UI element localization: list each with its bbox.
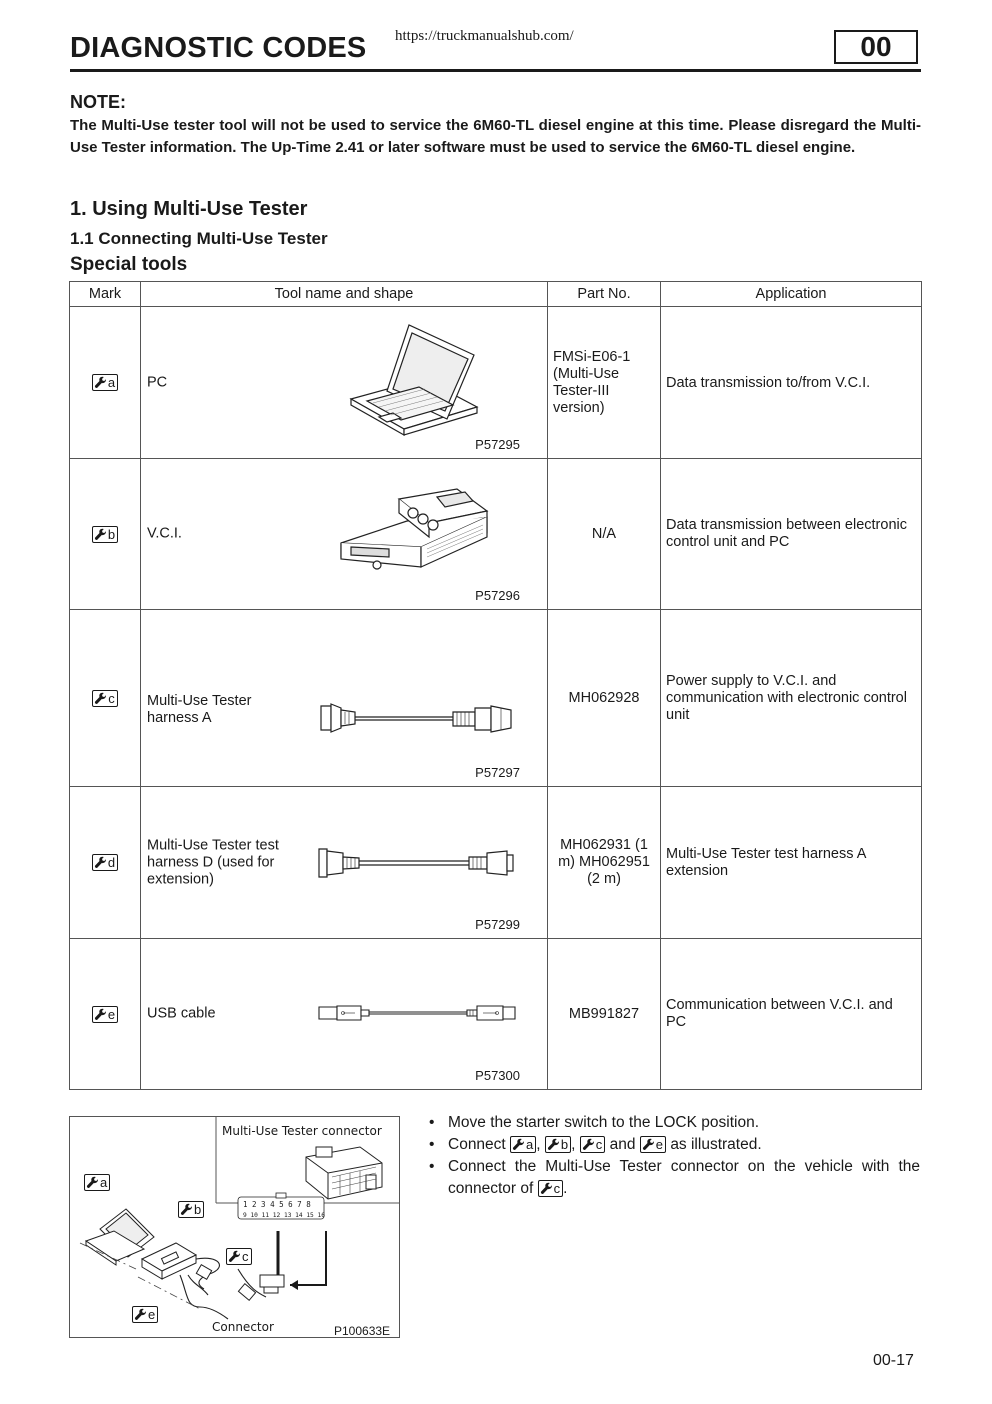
special-tools-heading: Special tools (70, 254, 188, 275)
tool-name: PC (147, 374, 168, 390)
wrench-icon (642, 1138, 654, 1151)
tool-mark-badge: d (92, 854, 118, 871)
wrench-icon (134, 1308, 146, 1321)
part-number-cell (548, 307, 661, 459)
tool-name-cell (141, 459, 548, 610)
part-number-cell (548, 787, 661, 939)
tool-mark-badge: c (580, 1136, 606, 1153)
figure-code: P57295 (475, 437, 520, 452)
connector-bottom-label: Connector (212, 1320, 274, 1334)
table-row (70, 307, 922, 459)
part-number: FMSi-E06-1 (Multi-Use Tester-III version) (553, 348, 631, 416)
pin-row-top: 1 2 3 4 5 6 7 8 (243, 1200, 311, 1209)
application-text: Multi-Use Tester test harness A extension (666, 845, 866, 879)
part-number: MB991827 (568, 1006, 640, 1022)
tool-mark-badge: a (92, 374, 118, 391)
wrench-icon (86, 1176, 98, 1189)
figure-code: P100633E (334, 1324, 391, 1337)
application-text: Power supply to V.C.I. and communication with electronic control unit (666, 672, 907, 723)
tool-mark-badge: e (92, 1006, 118, 1023)
tool-mark-badge: a (510, 1136, 536, 1153)
table-row (70, 610, 922, 787)
application-text: Data transmission between electronic control unit and PC (666, 517, 907, 550)
figure-code: P57296 (475, 588, 520, 603)
application-text: Communication between V.C.I. and PC (666, 997, 893, 1030)
tool-mark-badge: c (226, 1248, 252, 1265)
harness-cable-icon (319, 700, 515, 736)
connection-diagram-drawing (70, 1117, 399, 1337)
tool-name: USB cable (147, 1005, 216, 1022)
page-number: 00-17 (873, 1352, 914, 1369)
subsection-heading: 1.1 Connecting Multi-Use Tester (70, 229, 328, 248)
tool-name: Multi-Use Tester harness A (147, 693, 252, 726)
table-row (70, 939, 922, 1090)
tool-mark-badge: a (84, 1174, 110, 1191)
wrench-icon (94, 376, 106, 389)
wrench-icon (94, 856, 106, 869)
application-text: Data transmission to/from V.C.I. (666, 374, 871, 391)
list-item: • Connect the Multi-Use Tester connector on the vehicle with the connector of c . (428, 1156, 920, 1200)
table-row (70, 459, 922, 610)
mark-cell (70, 787, 141, 939)
laptop-icon (349, 321, 479, 439)
usb-cable-icon (317, 1001, 517, 1025)
tool-name-cell (141, 939, 548, 1090)
wrench-icon (540, 1182, 552, 1195)
wrench-icon (94, 528, 106, 541)
wrench-icon (547, 1138, 559, 1151)
part-number-cell (548, 459, 661, 610)
vci-device-icon (337, 487, 493, 583)
tool-name: Multi-Use Tester test harness D (used for extension) (147, 837, 279, 887)
table-header-row (70, 282, 922, 307)
header-part-no: Part No. (548, 282, 661, 307)
section-number-box: 00 (834, 30, 918, 64)
part-number: MH062928 (568, 690, 640, 706)
part-number: MH062931 (1 m) MH062951 (2 m) (558, 837, 650, 887)
tool-name-cell (141, 610, 548, 787)
mark-cell (70, 459, 141, 610)
mark-cell (70, 610, 141, 787)
tool-mark-badge: c (538, 1180, 564, 1197)
list-item: • Connect a , b , c and e as illustrated. (428, 1134, 920, 1156)
figure-code: P57297 (475, 765, 520, 780)
list-item: • Move the starter switch to the LOCK position. (428, 1112, 920, 1134)
connector-label: Multi-Use Tester connector (222, 1124, 382, 1138)
tool-mark-badge: e (132, 1306, 158, 1323)
wrench-icon (582, 1138, 594, 1151)
header-application: Application (661, 282, 922, 307)
instruction-list (428, 1112, 920, 1200)
tool-mark-badge: e (640, 1136, 666, 1153)
source-url[interactable]: https://truckmanualshub.com/ (395, 28, 574, 44)
tool-name-cell (141, 787, 548, 939)
application-cell (661, 307, 922, 459)
tool-mark-badge: b (178, 1201, 204, 1218)
wrench-icon (228, 1250, 240, 1263)
section-heading: 1. Using Multi-Use Tester (70, 198, 308, 220)
part-number-cell (548, 939, 661, 1090)
mark-cell (70, 307, 141, 459)
part-number: N/A (591, 526, 617, 542)
page-title: DIAGNOSTIC CODES (70, 32, 367, 64)
table-row (70, 787, 922, 939)
wrench-icon (180, 1203, 192, 1216)
figure-code: P57299 (475, 917, 520, 932)
figure-code: P57300 (475, 1068, 520, 1083)
header-tool-name: Tool name and shape (141, 282, 548, 307)
tool-name-cell (141, 307, 548, 459)
mark-cell (70, 939, 141, 1090)
application-cell (661, 459, 922, 610)
tool-mark-badge: c (92, 690, 118, 707)
application-cell (661, 610, 922, 787)
part-number-cell (548, 610, 661, 787)
header-mark: Mark (70, 282, 141, 307)
pin-row-bottom: 9 10 11 12 13 14 15 16 (243, 1212, 325, 1219)
application-cell (661, 939, 922, 1090)
note-body: The Multi-Use tester tool will not be used to service the 6M60-TL diesel engine at this time. Please disregard the Multi-Use Tester information. The Up-Time 2.41 or later software must be used to service the 6M60-TL diesel engine. (70, 117, 921, 156)
note-heading: NOTE: (70, 92, 126, 112)
tool-name: V.C.I. (147, 525, 182, 542)
application-cell (661, 787, 922, 939)
wrench-icon (512, 1138, 524, 1151)
header-rule (70, 69, 921, 72)
extension-cable-icon (317, 845, 515, 881)
connection-diagram (69, 1116, 400, 1338)
wrench-icon (94, 692, 106, 705)
wrench-icon (94, 1008, 106, 1021)
special-tools-table (69, 281, 922, 1090)
tool-mark-badge: b (545, 1136, 571, 1153)
tool-mark-badge: b (92, 526, 118, 543)
